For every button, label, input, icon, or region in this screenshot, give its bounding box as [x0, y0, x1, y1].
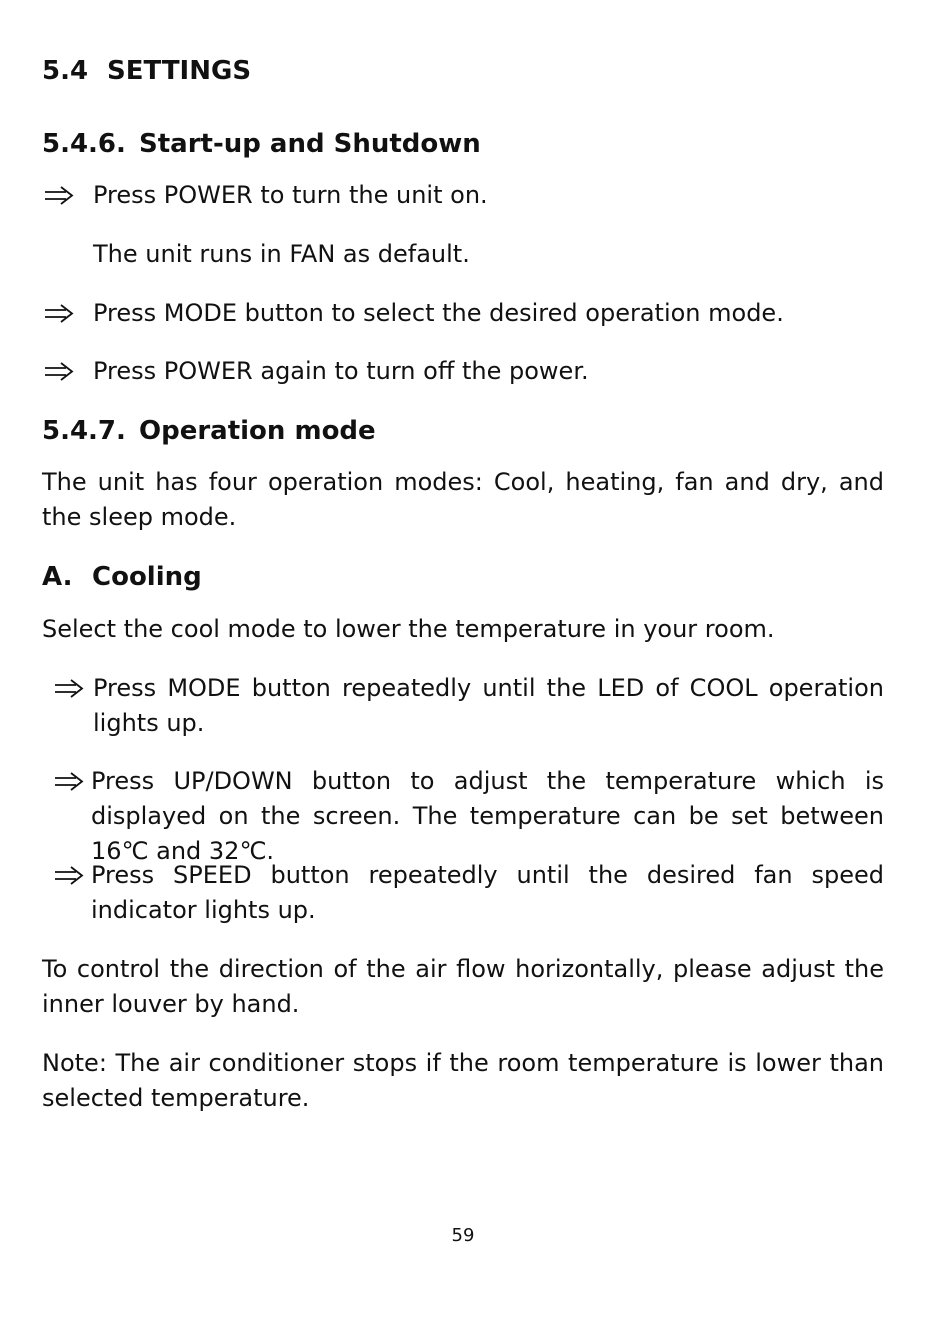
arrow-icon — [44, 296, 74, 331]
arrow-icon — [54, 671, 84, 706]
section-number: 5.4 — [42, 56, 89, 86]
startup-title: Start-up and Shutdown — [139, 129, 481, 159]
cooling-step-speed: Press SPEED button repeatedly until the desired fan speed indicator lights up. — [91, 861, 884, 924]
arrow-icon — [44, 178, 74, 213]
startup-note-fan-default: The unit runs in FAN as default. — [93, 240, 470, 268]
arrow-icon — [54, 858, 84, 893]
arrow-icon — [44, 354, 74, 389]
cooling-step-mode: Press MODE button repeatedly until the LED of COOL operation lights up. — [93, 674, 884, 737]
cooling-note: Note: The air conditioner stops if the room temperature is lower than selected temperature. — [42, 1049, 884, 1112]
operation-title: Operation mode — [139, 416, 376, 446]
operation-heading — [42, 416, 376, 446]
startup-number: 5.4.6. — [42, 129, 126, 159]
startup-step-power-off: Press POWER again to turn off the power. — [93, 357, 589, 385]
cooling-title: Cooling — [92, 562, 202, 592]
cooling-heading — [42, 562, 202, 592]
startup-step-power-on: Press POWER to turn the unit on. — [93, 181, 488, 209]
operation-number: 5.4.7. — [42, 416, 126, 446]
startup-heading — [42, 129, 481, 159]
cooling-letter: A. — [42, 562, 73, 592]
section-heading — [42, 56, 251, 86]
section-title: SETTINGS — [107, 56, 252, 86]
operation-intro: The unit has four operation modes: Cool, heating, fan and dry, and the sleep mode. — [42, 468, 884, 531]
cooling-step-temperature: Press UP/DOWN button to adjust the temperature which is displayed on the screen. The temperature can be set between 16℃ and 32℃. — [91, 767, 884, 865]
arrow-icon — [54, 764, 84, 799]
cooling-intro: Select the cool mode to lower the temperature in your room. — [42, 615, 775, 643]
page-number: 59 — [451, 1225, 475, 1246]
cooling-louver-text: To control the direction of the air flow horizontally, please adjust the inner louver by hand. — [42, 955, 884, 1018]
startup-step-mode: Press MODE button to select the desired operation mode. — [93, 299, 784, 327]
